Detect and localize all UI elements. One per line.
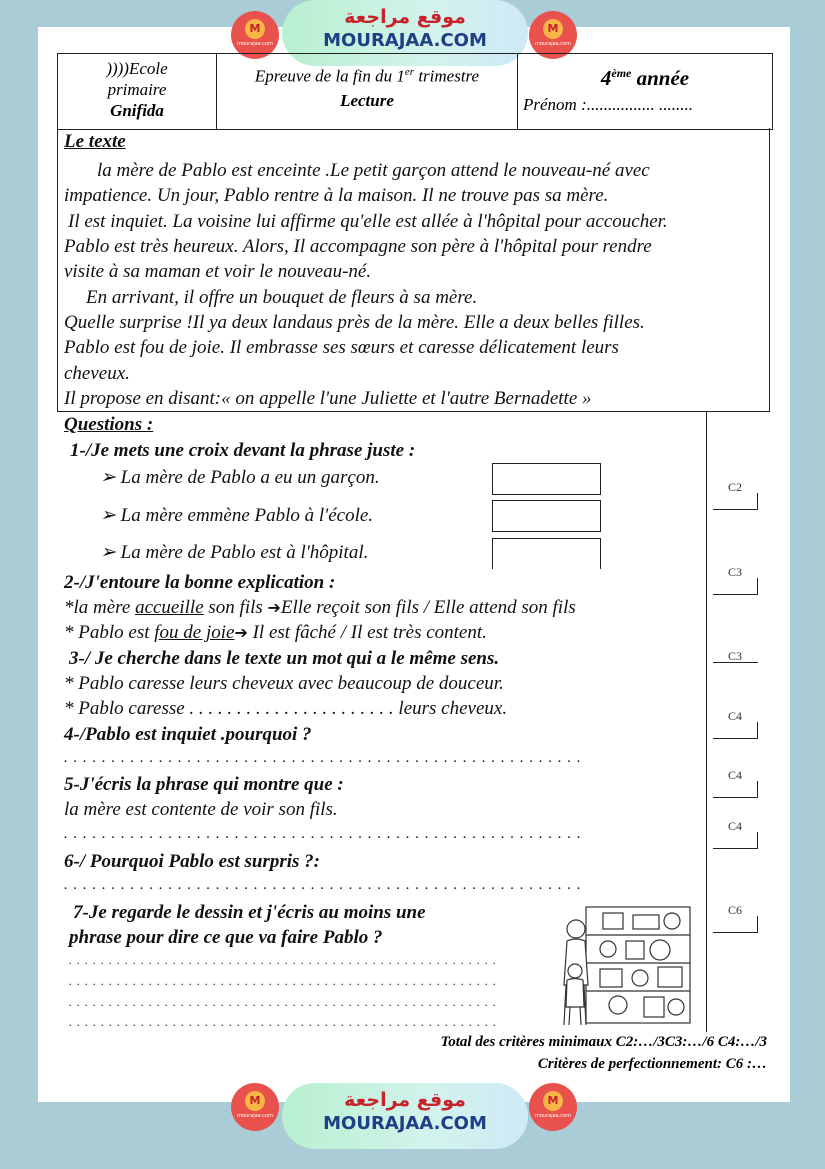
text-line: Pablo est fou de joie. Il embrasse ses sœurs et caresse délicatement leurs bbox=[64, 337, 619, 358]
q4-answer-line[interactable]: . . . . . . . . . . . . . . . . . . . . . . . . . . . . . . . . . . . . . . . . . . . . . . . . . . . . . . . bbox=[64, 750, 582, 766]
text-line: Quelle surprise !Il ya deux landaus près de la mère. Elle a deux belles filles. bbox=[64, 312, 645, 333]
perfection-criteria: Critères de perfectionnement: C6 :… bbox=[537, 1056, 767, 1072]
text-frame-left bbox=[57, 128, 58, 412]
text-line: visite à sa maman et voir le nouveau-né. bbox=[64, 261, 372, 282]
q7-answer-line[interactable]: . . . . . . . . . . . . . . . . . . . . . . . . . . . . . . . . . . . . . . . . . . . . . . . . . . . . . . bbox=[69, 953, 497, 967]
q5-answer-line[interactable]: . . . . . . . . . . . . . . . . . . . . . . . . . . . . . . . . . . . . . . . . . . . . . . . . . . . . . . . bbox=[64, 826, 582, 842]
criteria-label: C4 bbox=[728, 768, 743, 782]
q7-answer-line[interactable]: . . . . . . . . . . . . . . . . . . . . . . . . . . . . . . . . . . . . . . . . . . . . . . . . . . . . . . bbox=[69, 1015, 497, 1029]
text-line: la mère de Pablo est enceinte .Le petit garçon attend le nouveau-né avec bbox=[97, 160, 650, 181]
exam-title-cell: Epreuve de la fin du 1er trimestre Lecture bbox=[217, 54, 518, 129]
criteria-label: C3 bbox=[728, 649, 743, 663]
mourajaa-logo-icon: M mourajaa.com bbox=[529, 11, 577, 59]
q5-prompt: la mère est contente de voir son fils. bbox=[64, 799, 338, 820]
q7-answer-line[interactable]: . . . . . . . . . . . . . . . . . . . . . . . . . . . . . . . . . . . . . . . . . . . . . . . . . . . . . . bbox=[69, 974, 497, 988]
mourajaa-logo-icon: M mourajaa.com bbox=[231, 11, 279, 59]
q1-option: ➢ La mère de Pablo est à l'hôpital. bbox=[100, 542, 369, 563]
q1-option: ➢ La mère emmène Pablo à l'école. bbox=[100, 505, 374, 526]
student-cell: 4ème année Prénom :................ ........ bbox=[518, 54, 772, 129]
q1-checkbox[interactable] bbox=[492, 500, 601, 532]
q6-title: 6-/ Pourquoi Pablo est surpris ?: bbox=[64, 851, 321, 872]
watermark-banner[interactable]: موقع مراجعة MOURAJAA.COM bbox=[282, 1083, 528, 1149]
q3-title: 3-/ Je cherche dans le texte un mot qui a le même sens. bbox=[69, 648, 500, 669]
q6-answer-line[interactable]: . . . . . . . . . . . . . . . . . . . . . . . . . . . . . . . . . . . . . . . . . . . . . . . . . . . . . . . bbox=[64, 877, 582, 893]
q2-line: *la mère accueille son fils ➔Elle reçoit son fils / Elle attend son fils bbox=[64, 597, 576, 618]
criteria-score-box[interactable] bbox=[713, 781, 758, 798]
q7-title: 7-Je regarde le dessin et j'écris au moins une bbox=[73, 902, 426, 923]
text-line: Il est inquiet. La voisine lui affirme qu'elle est allée à l'hôpital pour accoucher. bbox=[68, 211, 668, 232]
criteria-score-box[interactable] bbox=[713, 493, 758, 510]
criteria-score-box[interactable] bbox=[713, 722, 758, 739]
criteria-score-box[interactable] bbox=[713, 916, 758, 933]
criteria-label: C3 bbox=[728, 565, 743, 579]
q7-answer-line[interactable]: . . . . . . . . . . . . . . . . . . . . . . . . . . . . . . . . . . . . . . . . . . . . . . . . . . . . . . bbox=[69, 995, 497, 1009]
exam-header bbox=[57, 53, 773, 130]
mourajaa-logo-icon: M mourajaa.com bbox=[529, 1083, 577, 1131]
q1-checkbox[interactable] bbox=[492, 463, 601, 495]
school-cell: ))))Ecole primaire Gnifida bbox=[58, 54, 217, 129]
q3-answer[interactable]: * Pablo caresse . . . . . . . . . . . . . . . . . . . . . . leurs cheveux. bbox=[64, 698, 508, 719]
criteria-label: C2 bbox=[728, 480, 743, 494]
toy-shop-drawing bbox=[548, 905, 694, 1027]
criteria-score-box[interactable] bbox=[713, 662, 758, 663]
criteria-score-box[interactable] bbox=[713, 578, 758, 595]
q1-option: ➢ La mère de Pablo a eu un garçon. bbox=[100, 467, 380, 488]
questions-heading: Questions : bbox=[64, 414, 154, 435]
criteria-label: C4 bbox=[728, 709, 743, 723]
q1-checkbox[interactable] bbox=[492, 538, 601, 569]
name-field[interactable]: Prénom :................ ........ bbox=[523, 95, 693, 114]
text-line: Pablo est très heureux. Alors, Il accompagne son père à l'hôpital pour rendre bbox=[64, 236, 652, 257]
q1-title: 1-/Je mets une croix devant la phrase juste : bbox=[70, 440, 416, 461]
total-criteria: Total des critères minimaux C2:…/3C3:…/6 C4:…/3 bbox=[440, 1034, 767, 1050]
text-frame-right bbox=[769, 128, 770, 412]
q4-title: 4-/Pablo est inquiet .pourquoi ? bbox=[64, 724, 312, 745]
watermark-banner[interactable]: موقع مراجعة MOURAJAA.COM bbox=[282, 0, 528, 66]
q2-title: 2-/J'entoure la bonne explication : bbox=[64, 572, 336, 593]
q7-title: phrase pour dire ce que va faire Pablo ? bbox=[69, 927, 383, 948]
text-line: Il propose en disant:« on appelle l'une Juliette et l'autre Bernadette » bbox=[64, 388, 592, 409]
criteria-column-line bbox=[706, 412, 707, 1032]
text-line: impatience. Un jour, Pablo rentre à la maison. Il ne trouve pas sa mère. bbox=[64, 185, 609, 206]
criteria-label: C4 bbox=[728, 819, 743, 833]
criteria-score-box[interactable] bbox=[713, 832, 758, 849]
text-line: En arrivant, il offre un bouquet de fleurs à sa mère. bbox=[86, 287, 478, 308]
criteria-label: C6 bbox=[728, 903, 743, 917]
text-heading: Le texte bbox=[64, 131, 126, 152]
q5-title: 5-J'écris la phrase qui montre que : bbox=[64, 774, 344, 795]
mourajaa-logo-icon: M mourajaa.com bbox=[231, 1083, 279, 1131]
q3-line: * Pablo caresse leurs cheveux avec beaucoup de douceur. bbox=[64, 673, 504, 694]
section-divider bbox=[57, 411, 770, 412]
q2-line: * Pablo est fou de joie➔ Il est fâché / Il est très content. bbox=[64, 622, 487, 643]
text-line: cheveux. bbox=[64, 363, 130, 384]
